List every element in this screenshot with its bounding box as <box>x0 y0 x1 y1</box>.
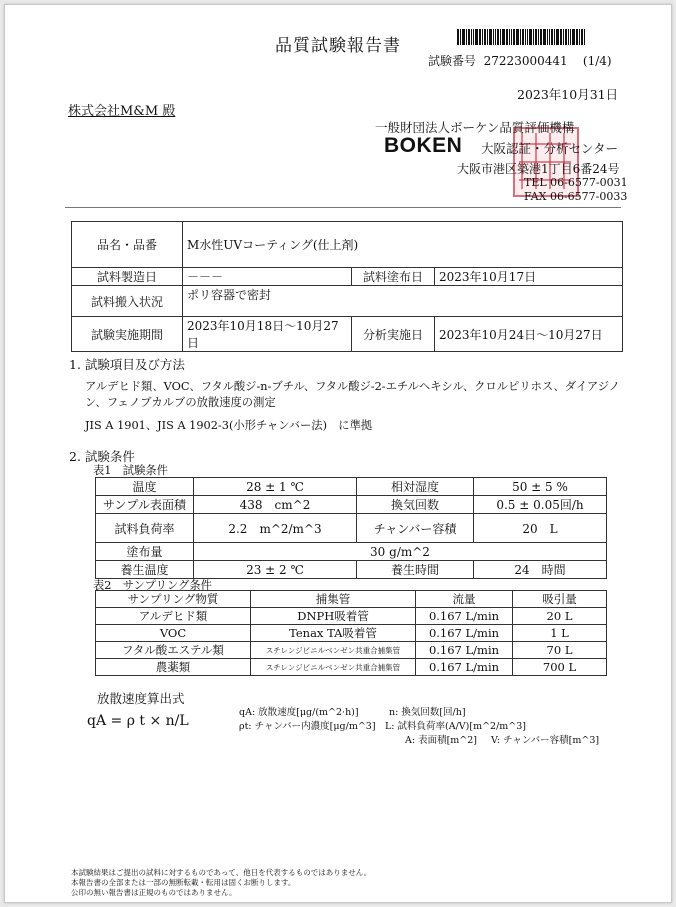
curing-time-label: 養生時間 <box>357 561 474 579</box>
table-cell: 農薬類 <box>96 659 251 676</box>
table-cell: 1 L <box>513 625 607 642</box>
delivery-value: ポリ容器で密封 <box>183 286 623 317</box>
humidity-value: 50 ± 5 % <box>474 478 607 496</box>
legend-a: A: 表面積[m^2] <box>405 735 478 746</box>
report-page <box>4 4 672 903</box>
humidity-label: 相対湿度 <box>357 478 474 496</box>
issuer-center: 大阪認証・分析センター <box>481 141 619 156</box>
table-cell: 0.167 L/min <box>416 625 513 642</box>
sampling-table <box>95 590 607 676</box>
table-header: 流量 <box>416 591 513 608</box>
table-cell: 0.167 L/min <box>416 642 513 659</box>
load-value: 2.2 m^2/m^3 <box>194 514 357 543</box>
legend-rho: ρt: チャンバー内濃度[μg/m^3] <box>239 721 376 732</box>
report-date: 2023年10月31日 <box>517 87 619 102</box>
barcode <box>457 29 617 45</box>
table-cell: アルデヒド類 <box>96 608 251 625</box>
footer-note: 公印の無い報告書は正規のものではありません。 <box>71 888 237 897</box>
surface-label: サンプル表面積 <box>96 496 194 514</box>
divider <box>65 207 621 208</box>
legend-v: V: チャンバー容積[m^3] <box>491 735 600 746</box>
table-cell: DNPH吸着管 <box>251 608 416 625</box>
formula-heading: 放散速度算出式 <box>97 691 185 706</box>
surface-value: 438 cm^2 <box>194 496 357 514</box>
curing-time-value: 24 時間 <box>474 561 607 579</box>
coating-value: 30 g/m^2 <box>194 543 607 561</box>
table-cell: スチレンジビニルベンゼン共重合捕集管 <box>251 642 416 659</box>
table-row <box>96 659 607 676</box>
temp-label: 温度 <box>96 478 194 496</box>
table-cell: 20 L <box>513 608 607 625</box>
footer-note: 本報告書の全部または一部の無断転載・転用は固くお断りします。 <box>71 878 296 887</box>
table-cell: 70 L <box>513 642 607 659</box>
issuer-address: 大阪市港区築港1丁目6番24号 <box>457 162 620 176</box>
chamber-label: チャンバー容積 <box>357 514 474 543</box>
chamber-value: 20 L <box>474 514 607 543</box>
curing-temp-label: 養生温度 <box>96 561 194 579</box>
coating-label: 塗布量 <box>96 543 194 561</box>
issuer-fax: FAX 06-6577-0033 <box>524 190 628 203</box>
sample-info-table <box>71 221 623 352</box>
footer-note: 本試験結果はご提出の試料に対するものであって、他日を代表するものではありません。 <box>71 868 372 877</box>
test-items-line1: アルデヒド類、VOC、フタル酸ジ-n-ブチル、フタル酸ジ-2-エチルヘキシル、クロルピリホス、ダイアジノ <box>85 380 620 393</box>
issuer-org: 一般財団法人ボーケン品質評価機構 <box>375 120 575 135</box>
manufacture-date-label: 試料製造日 <box>72 268 183 286</box>
table-cell: VOC <box>96 625 251 642</box>
analysis-date-label: 分析実施日 <box>352 317 435 352</box>
load-label: 試料負荷率 <box>96 514 194 543</box>
legend-l: L: 試料負荷率(A/V)[m^2/m^3] <box>385 721 527 732</box>
table-header: 吸引量 <box>513 591 607 608</box>
coating-date-label: 試料塗布日 <box>352 268 435 286</box>
legend-n: n: 換気回数[回/h] <box>389 707 466 718</box>
temp-value: 28 ± 1 ℃ <box>194 478 357 496</box>
manufacture-date-value: －－－ <box>183 268 352 286</box>
report-title: 品質試験報告書 <box>275 36 401 56</box>
test-items-line2: ン、フェノブカルブの放散速度の測定 <box>85 396 276 409</box>
section2-heading: 2. 試験条件 <box>69 449 135 464</box>
table-header: サンプリング物質 <box>96 591 251 608</box>
boken-logo: BOKEN <box>384 134 463 157</box>
curing-temp-value: 23 ± 2 ℃ <box>194 561 357 579</box>
ventilation-value: 0.5 ± 0.05回/h <box>474 496 607 514</box>
formula-equation: qA = ρ t × n/L <box>87 713 189 729</box>
table-cell: スチレンジビニルベンゼン共重合捕集管 <box>251 659 416 676</box>
table-cell: 0.167 L/min <box>416 608 513 625</box>
client-name: 株式会社M&M 殿 <box>68 104 176 119</box>
test-period-value: 2023年10月18日～10月27日 <box>183 317 352 352</box>
ventilation-label: 換気回数 <box>357 496 474 514</box>
table-row <box>96 642 607 659</box>
table-row <box>96 625 607 642</box>
table2-caption: 表2 サンプリング条件 <box>93 579 212 592</box>
product-value: M水性UVコーティング(仕上剤) <box>183 222 623 268</box>
table-cell: 700 L <box>513 659 607 676</box>
table-cell: フタル酸エステル類 <box>96 642 251 659</box>
test-period-label: 試験実施期間 <box>72 317 183 352</box>
product-label: 品名・品番 <box>72 222 183 268</box>
section1-heading: 1. 試験項目及び方法 <box>69 357 185 372</box>
table-row <box>96 608 607 625</box>
coating-date-value: 2023年10月17日 <box>435 268 623 286</box>
table-header: 捕集管 <box>251 591 416 608</box>
table-cell: 0.167 L/min <box>416 659 513 676</box>
conditions-table <box>95 477 607 579</box>
test-number: 試験番号 27223000441 (1/4) <box>428 54 612 68</box>
table1-caption: 表1 試験条件 <box>93 464 168 477</box>
delivery-label: 試料搬入状況 <box>72 286 183 317</box>
test-standard: JIS A 1901、JIS A 1902-3(小形チャンバー法) に準拠 <box>85 419 373 432</box>
issuer-tel: TEL 06-6577-0031 <box>524 176 628 189</box>
table-cell: Tenax TA吸着管 <box>251 625 416 642</box>
analysis-date-value: 2023年10月24日～10月27日 <box>435 317 623 352</box>
legend-qa: qA: 放散速度[μg/(m^2·h)] <box>239 707 359 718</box>
